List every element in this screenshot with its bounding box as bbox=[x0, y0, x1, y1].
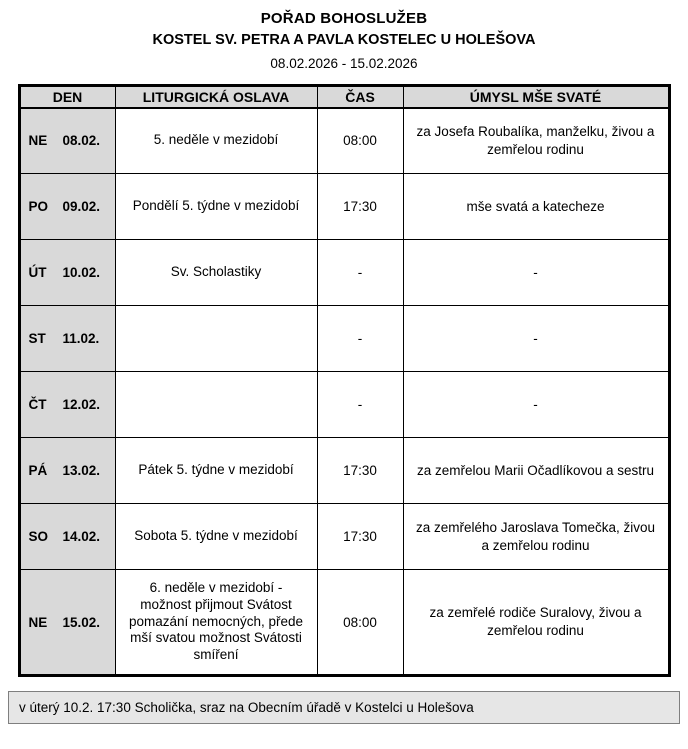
cell-time: - bbox=[317, 240, 403, 306]
day-date: 12.02. bbox=[62, 397, 101, 412]
day-date: 14.02. bbox=[62, 529, 101, 544]
column-header-umysl: ÚMYSL MŠE SVATÉ bbox=[403, 86, 669, 108]
cell-time: 08:00 bbox=[317, 570, 403, 676]
header-row bbox=[19, 86, 669, 108]
day-abbr: SO bbox=[28, 529, 49, 544]
cell-intention: - bbox=[403, 306, 669, 372]
cell-day bbox=[19, 372, 115, 438]
day-abbr: ST bbox=[28, 331, 46, 346]
table-row bbox=[19, 570, 669, 676]
cell-liturgical-celebration: Pondělí 5. týdne v mezidobí bbox=[115, 174, 317, 240]
cell-time: - bbox=[317, 306, 403, 372]
table-row bbox=[19, 240, 669, 306]
cell-day bbox=[19, 570, 115, 676]
table-row bbox=[19, 372, 669, 438]
cell-intention: za zemřelou Marii Očadlíkovou a sestru bbox=[403, 438, 669, 504]
cell-liturgical-celebration: Sobota 5. týdne v mezidobí bbox=[115, 504, 317, 570]
cell-intention: za Josefa Roubalíka, manželku, živou a zemřelou rodinu bbox=[403, 108, 669, 174]
day-date: 09.02. bbox=[62, 199, 101, 214]
table-row bbox=[19, 438, 669, 504]
cell-day bbox=[19, 240, 115, 306]
cell-intention: - bbox=[403, 372, 669, 438]
page-title: POŘAD BOHOSLUŽEB bbox=[260, 10, 428, 27]
cell-liturgical-celebration: 5. neděle v mezidobí bbox=[115, 108, 317, 174]
table-row bbox=[19, 108, 669, 174]
column-header-den: DEN bbox=[19, 86, 115, 108]
cell-time: 17:30 bbox=[317, 504, 403, 570]
cell-day bbox=[19, 108, 115, 174]
cell-liturgical-celebration: Sv. Scholastiky bbox=[115, 240, 317, 306]
table-header bbox=[19, 86, 669, 108]
cell-intention: za zemřelé rodiče Suralovy, živou a zemřelou rodinu bbox=[403, 570, 669, 676]
cell-time: 17:30 bbox=[317, 174, 403, 240]
page-subtitle: KOSTEL SV. PETRA A PAVLA KOSTELEC U HOLEŠOVA bbox=[152, 32, 536, 48]
day-date: 08.02. bbox=[62, 133, 101, 149]
cell-day bbox=[19, 438, 115, 504]
column-header-oslava: LITURGICKÁ OSLAVA bbox=[115, 86, 317, 108]
day-abbr: NE bbox=[28, 614, 48, 630]
footer-note: v úterý 10.2. 17:30 Scholička, sraz na Obecním úřadě v Kostelci u Holešova bbox=[8, 691, 680, 724]
cell-intention: - bbox=[403, 240, 669, 306]
table-row bbox=[19, 504, 669, 570]
cell-liturgical-celebration: Pátek 5. týdne v mezidobí bbox=[115, 438, 317, 504]
cell-time: 17:30 bbox=[317, 438, 403, 504]
day-abbr: ÚT bbox=[28, 265, 47, 280]
day-abbr: PÁ bbox=[28, 463, 48, 478]
table-body bbox=[19, 108, 669, 676]
table-row bbox=[19, 174, 669, 240]
cell-intention: za zemřelého Jaroslava Tomečka, živou a zemřelou rodinu bbox=[403, 504, 669, 570]
document-header bbox=[0, 0, 688, 71]
table-row bbox=[19, 306, 669, 372]
day-abbr: ČT bbox=[28, 397, 47, 412]
cell-time: 08:00 bbox=[317, 108, 403, 174]
day-abbr: PO bbox=[28, 199, 49, 214]
day-date: 10.02. bbox=[62, 265, 101, 280]
day-date: 13.02. bbox=[62, 463, 101, 478]
cell-intention: mše svatá a katecheze bbox=[403, 174, 669, 240]
cell-day bbox=[19, 306, 115, 372]
cell-day bbox=[19, 174, 115, 240]
cell-liturgical-celebration bbox=[115, 306, 317, 372]
column-header-cas: ČAS bbox=[317, 86, 403, 108]
day-abbr: NE bbox=[28, 133, 48, 149]
day-date: 11.02. bbox=[62, 331, 100, 346]
cell-liturgical-celebration bbox=[115, 372, 317, 438]
cell-liturgical-celebration: 6. neděle v mezidobí - možnost přijmout Svátost pomazání nemocných, přede mší svatou možnost Svátosti smíření bbox=[115, 570, 317, 676]
cell-time: - bbox=[317, 372, 403, 438]
day-date: 15.02. bbox=[62, 614, 101, 630]
date-range: 08.02.2026 - 15.02.2026 bbox=[270, 56, 418, 71]
cell-day bbox=[19, 504, 115, 570]
schedule-table bbox=[18, 84, 671, 677]
